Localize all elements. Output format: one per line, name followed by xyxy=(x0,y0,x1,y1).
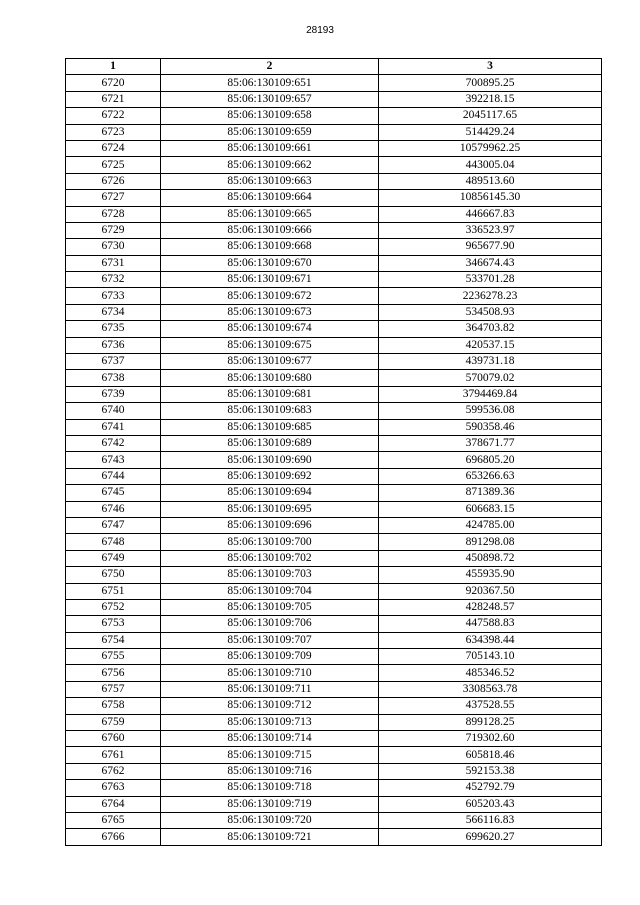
cadastral-number-cell: 85:06:130109:710 xyxy=(161,665,379,681)
row-number-cell: 6747 xyxy=(66,517,161,533)
cadastral-number-cell: 85:06:130109:704 xyxy=(161,583,379,599)
table-row xyxy=(66,616,602,632)
table-row xyxy=(66,780,602,796)
row-number-cell: 6763 xyxy=(66,780,161,796)
value-cell: 346674.43 xyxy=(379,255,602,271)
column-header-2: 2 xyxy=(161,59,379,75)
table-row xyxy=(66,517,602,533)
row-number-cell: 6751 xyxy=(66,583,161,599)
table-row xyxy=(66,222,602,238)
table-row xyxy=(66,75,602,91)
row-number-cell: 6730 xyxy=(66,239,161,255)
table-header xyxy=(66,59,602,75)
row-number-cell: 6758 xyxy=(66,698,161,714)
row-number-cell: 6750 xyxy=(66,567,161,583)
table-row xyxy=(66,747,602,763)
row-number-cell: 6760 xyxy=(66,731,161,747)
row-number-cell: 6764 xyxy=(66,796,161,812)
row-number-cell: 6740 xyxy=(66,403,161,419)
row-number-cell: 6741 xyxy=(66,419,161,435)
row-number-cell: 6732 xyxy=(66,272,161,288)
row-number-cell: 6756 xyxy=(66,665,161,681)
table-row xyxy=(66,681,602,697)
value-cell: 364703.82 xyxy=(379,321,602,337)
value-cell: 533701.28 xyxy=(379,272,602,288)
value-cell: 437528.55 xyxy=(379,698,602,714)
cadastral-number-cell: 85:06:130109:665 xyxy=(161,206,379,222)
value-cell: 871389.36 xyxy=(379,485,602,501)
table-row xyxy=(66,272,602,288)
row-number-cell: 6720 xyxy=(66,75,161,91)
row-number-cell: 6745 xyxy=(66,485,161,501)
row-number-cell: 6765 xyxy=(66,812,161,828)
cadastral-number-cell: 85:06:130109:661 xyxy=(161,140,379,156)
table-body xyxy=(66,75,602,845)
table-row xyxy=(66,370,602,386)
row-number-cell: 6743 xyxy=(66,452,161,468)
table-row xyxy=(66,649,602,665)
cadastral-number-cell: 85:06:130109:675 xyxy=(161,337,379,353)
cadastral-number-cell: 85:06:130109:692 xyxy=(161,468,379,484)
value-cell: 3308563.78 xyxy=(379,681,602,697)
row-number-cell: 6754 xyxy=(66,632,161,648)
row-number-cell: 6729 xyxy=(66,222,161,238)
value-cell: 450898.72 xyxy=(379,550,602,566)
cadastral-number-cell: 85:06:130109:670 xyxy=(161,255,379,271)
cadastral-number-cell: 85:06:130109:689 xyxy=(161,435,379,451)
value-cell: 590358.46 xyxy=(379,419,602,435)
row-number-cell: 6752 xyxy=(66,599,161,615)
table-row xyxy=(66,567,602,583)
table-row xyxy=(66,173,602,189)
table-row xyxy=(66,419,602,435)
table-row xyxy=(66,452,602,468)
value-cell: 566116.83 xyxy=(379,812,602,828)
table-row xyxy=(66,403,602,419)
cadastral-number-cell: 85:06:130109:700 xyxy=(161,534,379,550)
header-row xyxy=(66,59,602,75)
value-cell: 446667.83 xyxy=(379,206,602,222)
row-number-cell: 6722 xyxy=(66,108,161,124)
cadastral-number-cell: 85:06:130109:677 xyxy=(161,354,379,370)
table-row xyxy=(66,665,602,681)
value-cell: 489513.60 xyxy=(379,173,602,189)
cadastral-number-cell: 85:06:130109:696 xyxy=(161,517,379,533)
row-number-cell: 6761 xyxy=(66,747,161,763)
row-number-cell: 6731 xyxy=(66,255,161,271)
cadastral-number-cell: 85:06:130109:703 xyxy=(161,567,379,583)
value-cell: 439731.18 xyxy=(379,354,602,370)
cadastral-number-cell: 85:06:130109:658 xyxy=(161,108,379,124)
row-number-cell: 6757 xyxy=(66,681,161,697)
value-cell: 705143.10 xyxy=(379,649,602,665)
value-cell: 699620.27 xyxy=(379,829,602,845)
value-cell: 605203.43 xyxy=(379,796,602,812)
cadastral-number-cell: 85:06:130109:651 xyxy=(161,75,379,91)
table-row xyxy=(66,796,602,812)
value-cell: 634398.44 xyxy=(379,632,602,648)
row-number-cell: 6762 xyxy=(66,763,161,779)
row-number-cell: 6738 xyxy=(66,370,161,386)
value-cell: 534508.93 xyxy=(379,304,602,320)
value-cell: 700895.25 xyxy=(379,75,602,91)
value-cell: 891298.08 xyxy=(379,534,602,550)
table-row xyxy=(66,632,602,648)
cadastral-number-cell: 85:06:130109:705 xyxy=(161,599,379,615)
cadastral-number-cell: 85:06:130109:673 xyxy=(161,304,379,320)
cadastral-number-cell: 85:06:130109:672 xyxy=(161,288,379,304)
value-cell: 3794469.84 xyxy=(379,386,602,402)
row-number-cell: 6759 xyxy=(66,714,161,730)
row-number-cell: 6748 xyxy=(66,534,161,550)
cadastral-number-cell: 85:06:130109:662 xyxy=(161,157,379,173)
value-cell: 378671.77 xyxy=(379,435,602,451)
cadastral-number-cell: 85:06:130109:659 xyxy=(161,124,379,140)
cadastral-number-cell: 85:06:130109:702 xyxy=(161,550,379,566)
table-row xyxy=(66,534,602,550)
page-number: 28193 xyxy=(306,25,334,36)
column-header-3: 3 xyxy=(379,59,602,75)
table-row xyxy=(66,435,602,451)
table-row xyxy=(66,468,602,484)
row-number-cell: 6766 xyxy=(66,829,161,845)
row-number-cell: 6753 xyxy=(66,616,161,632)
value-cell: 965677.90 xyxy=(379,239,602,255)
table-row xyxy=(66,485,602,501)
cadastral-number-cell: 85:06:130109:681 xyxy=(161,386,379,402)
value-cell: 452792.79 xyxy=(379,780,602,796)
value-cell: 592153.38 xyxy=(379,763,602,779)
cadastral-number-cell: 85:06:130109:663 xyxy=(161,173,379,189)
cadastral-number-cell: 85:06:130109:680 xyxy=(161,370,379,386)
cadastral-number-cell: 85:06:130109:685 xyxy=(161,419,379,435)
cadastral-number-cell: 85:06:130109:713 xyxy=(161,714,379,730)
value-cell: 920367.50 xyxy=(379,583,602,599)
table-row xyxy=(66,91,602,107)
value-cell: 653266.63 xyxy=(379,468,602,484)
row-number-cell: 6726 xyxy=(66,173,161,189)
value-cell: 336523.97 xyxy=(379,222,602,238)
cadastral-number-cell: 85:06:130109:694 xyxy=(161,485,379,501)
value-cell: 10579962.25 xyxy=(379,140,602,156)
table-row xyxy=(66,108,602,124)
cadastral-number-cell: 85:06:130109:664 xyxy=(161,190,379,206)
cadastral-number-cell: 85:06:130109:706 xyxy=(161,616,379,632)
table-row xyxy=(66,304,602,320)
value-cell: 447588.83 xyxy=(379,616,602,632)
table-row xyxy=(66,140,602,156)
cadastral-number-cell: 85:06:130109:719 xyxy=(161,796,379,812)
table-row xyxy=(66,239,602,255)
row-number-cell: 6734 xyxy=(66,304,161,320)
table-row xyxy=(66,190,602,206)
cadastral-number-cell: 85:06:130109:683 xyxy=(161,403,379,419)
cadastral-number-cell: 85:06:130109:718 xyxy=(161,780,379,796)
table-row xyxy=(66,583,602,599)
cadastral-number-cell: 85:06:130109:712 xyxy=(161,698,379,714)
row-number-cell: 6749 xyxy=(66,550,161,566)
cadastral-number-cell: 85:06:130109:711 xyxy=(161,681,379,697)
cadastral-number-cell: 85:06:130109:715 xyxy=(161,747,379,763)
cadastral-number-cell: 85:06:130109:709 xyxy=(161,649,379,665)
value-cell: 10856145.30 xyxy=(379,190,602,206)
cadastral-number-cell: 85:06:130109:671 xyxy=(161,272,379,288)
table-row xyxy=(66,812,602,828)
table-row xyxy=(66,599,602,615)
value-cell: 2236278.23 xyxy=(379,288,602,304)
table-row xyxy=(66,255,602,271)
value-cell: 455935.90 xyxy=(379,567,602,583)
value-cell: 2045117.65 xyxy=(379,108,602,124)
cadastral-number-cell: 85:06:130109:716 xyxy=(161,763,379,779)
row-number-cell: 6742 xyxy=(66,435,161,451)
table-row xyxy=(66,124,602,140)
value-cell: 428248.57 xyxy=(379,599,602,615)
row-number-cell: 6733 xyxy=(66,288,161,304)
row-number-cell: 6728 xyxy=(66,206,161,222)
cadastral-number-cell: 85:06:130109:720 xyxy=(161,812,379,828)
value-cell: 605818.46 xyxy=(379,747,602,763)
row-number-cell: 6737 xyxy=(66,354,161,370)
cadastral-number-cell: 85:06:130109:690 xyxy=(161,452,379,468)
data-table xyxy=(65,58,602,846)
table-row xyxy=(66,698,602,714)
value-cell: 424785.00 xyxy=(379,517,602,533)
table-row xyxy=(66,157,602,173)
row-number-cell: 6746 xyxy=(66,501,161,517)
cadastral-number-cell: 85:06:130109:721 xyxy=(161,829,379,845)
table-row xyxy=(66,354,602,370)
value-cell: 570079.02 xyxy=(379,370,602,386)
row-number-cell: 6727 xyxy=(66,190,161,206)
cadastral-number-cell: 85:06:130109:695 xyxy=(161,501,379,517)
row-number-cell: 6744 xyxy=(66,468,161,484)
value-cell: 606683.15 xyxy=(379,501,602,517)
table-row xyxy=(66,288,602,304)
cadastral-number-cell: 85:06:130109:666 xyxy=(161,222,379,238)
cadastral-number-cell: 85:06:130109:668 xyxy=(161,239,379,255)
value-cell: 420537.15 xyxy=(379,337,602,353)
value-cell: 719302.60 xyxy=(379,731,602,747)
table-row xyxy=(66,206,602,222)
table-row xyxy=(66,714,602,730)
row-number-cell: 6724 xyxy=(66,140,161,156)
table-row xyxy=(66,321,602,337)
row-number-cell: 6739 xyxy=(66,386,161,402)
table-row xyxy=(66,763,602,779)
table-row xyxy=(66,829,602,845)
cadastral-number-cell: 85:06:130109:707 xyxy=(161,632,379,648)
value-cell: 392218.15 xyxy=(379,91,602,107)
value-cell: 514429.24 xyxy=(379,124,602,140)
value-cell: 696805.20 xyxy=(379,452,602,468)
cadastral-number-cell: 85:06:130109:714 xyxy=(161,731,379,747)
value-cell: 599536.08 xyxy=(379,403,602,419)
row-number-cell: 6721 xyxy=(66,91,161,107)
row-number-cell: 6725 xyxy=(66,157,161,173)
table-row xyxy=(66,386,602,402)
value-cell: 443005.04 xyxy=(379,157,602,173)
table-row xyxy=(66,731,602,747)
table-row xyxy=(66,337,602,353)
cadastral-number-cell: 85:06:130109:657 xyxy=(161,91,379,107)
table-row xyxy=(66,501,602,517)
row-number-cell: 6735 xyxy=(66,321,161,337)
column-header-1: 1 xyxy=(66,59,161,75)
table-row xyxy=(66,550,602,566)
row-number-cell: 6755 xyxy=(66,649,161,665)
row-number-cell: 6723 xyxy=(66,124,161,140)
value-cell: 485346.52 xyxy=(379,665,602,681)
row-number-cell: 6736 xyxy=(66,337,161,353)
value-cell: 899128.25 xyxy=(379,714,602,730)
cadastral-number-cell: 85:06:130109:674 xyxy=(161,321,379,337)
